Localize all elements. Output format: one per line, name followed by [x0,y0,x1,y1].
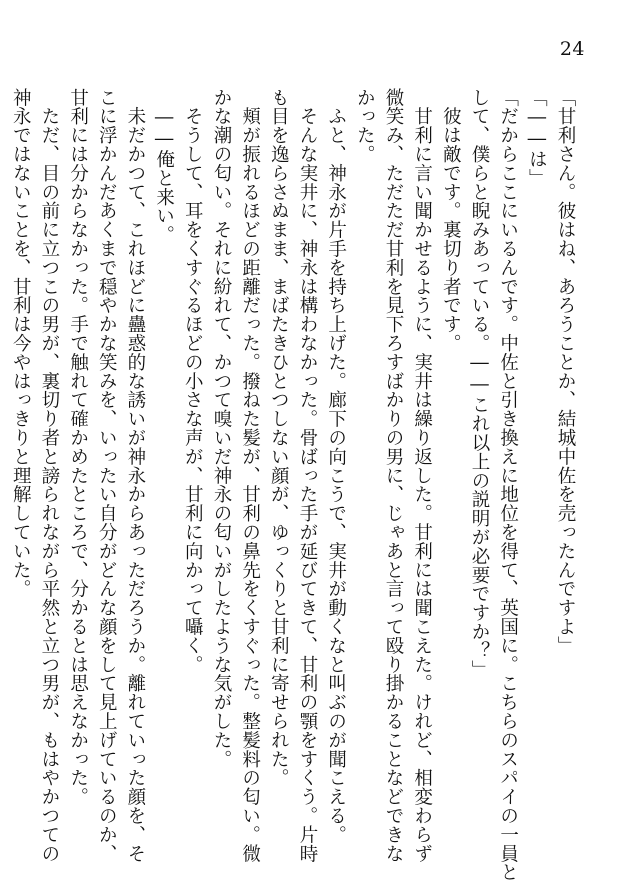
text-line: かった。 [354,88,376,164]
vertical-text-body [10,88,579,882]
text-line: ただ、目の前に立つこの男が、裏切り者と謗られながら平然と立つ男が、もはやかつての [38,88,60,863]
text-line: 神永ではないことを、甘利は今やはっきりと理解していた。 [10,88,32,599]
text-line: 頬が振れるほどの距離だった。撥ねた髪が、甘利の鼻先をくすぐった。整髪料の匂い。微 [239,88,261,863]
text-line: 「だからここにいるんです。中佐と引き換えに地位を得て、英国に。こちらのスパイの一員と [497,88,519,882]
text-line: そんな実井に、神永は構わなかった。骨ばった手が延びてきて、甘利の顎をすくう。片時 [296,88,318,863]
text-line: 「――は」 [526,88,548,188]
text-line: こに浮かんだあくまで穏やかな笑みを、いったい自分がどんな顔をして見上げているのか、 [96,88,118,863]
page-number: 24 [559,38,585,60]
text-line: 甘利に言い聞かせるように、実井は繰り返した。甘利には聞こえた。けれど、相変わらず [411,88,433,863]
text-line: 微笑み、ただただ甘利を見下ろすばかりの男に、じゃあと言って殴り掛かることなどできな [382,88,404,863]
text-line: かな潮の匂い。それに紛れて、かつて嗅いだ神永の匂いがしたような気がした。 [210,88,232,769]
text-line: 未だかつて、これほどに蠱惑的な誘いが神永からあっただろうか。離れていった顔を、そ [124,88,146,863]
text-line: して、僕らと睨みあっている。――これ以上の説明が必要ですか？」 [468,88,490,679]
text-line: も目を逸らさぬまま、まばたきひとつしない顔が、ゆっくりと甘利に寄せられた。 [268,88,290,788]
text-line: ――俺と来い。 [153,88,175,245]
text-line: 甘利には分からなかった。手で触れて確かめたところで、分かるとは思えなかった。 [67,88,89,807]
text-line: 「甘利さん。彼はね、あろうことか、結城中佐を売ったんですよ」 [555,88,576,655]
text-line: ふと、神永が片手を持ち上げた。廊下の向こうで、実井が動くなと叫ぶのが聞こえる。 [325,88,347,844]
text-line: 彼は敵です。裏切り者です。 [440,88,462,353]
text-line: そうして、耳をくすぐるほどの小さな声が、甘利に向かって囁く。 [182,88,204,674]
